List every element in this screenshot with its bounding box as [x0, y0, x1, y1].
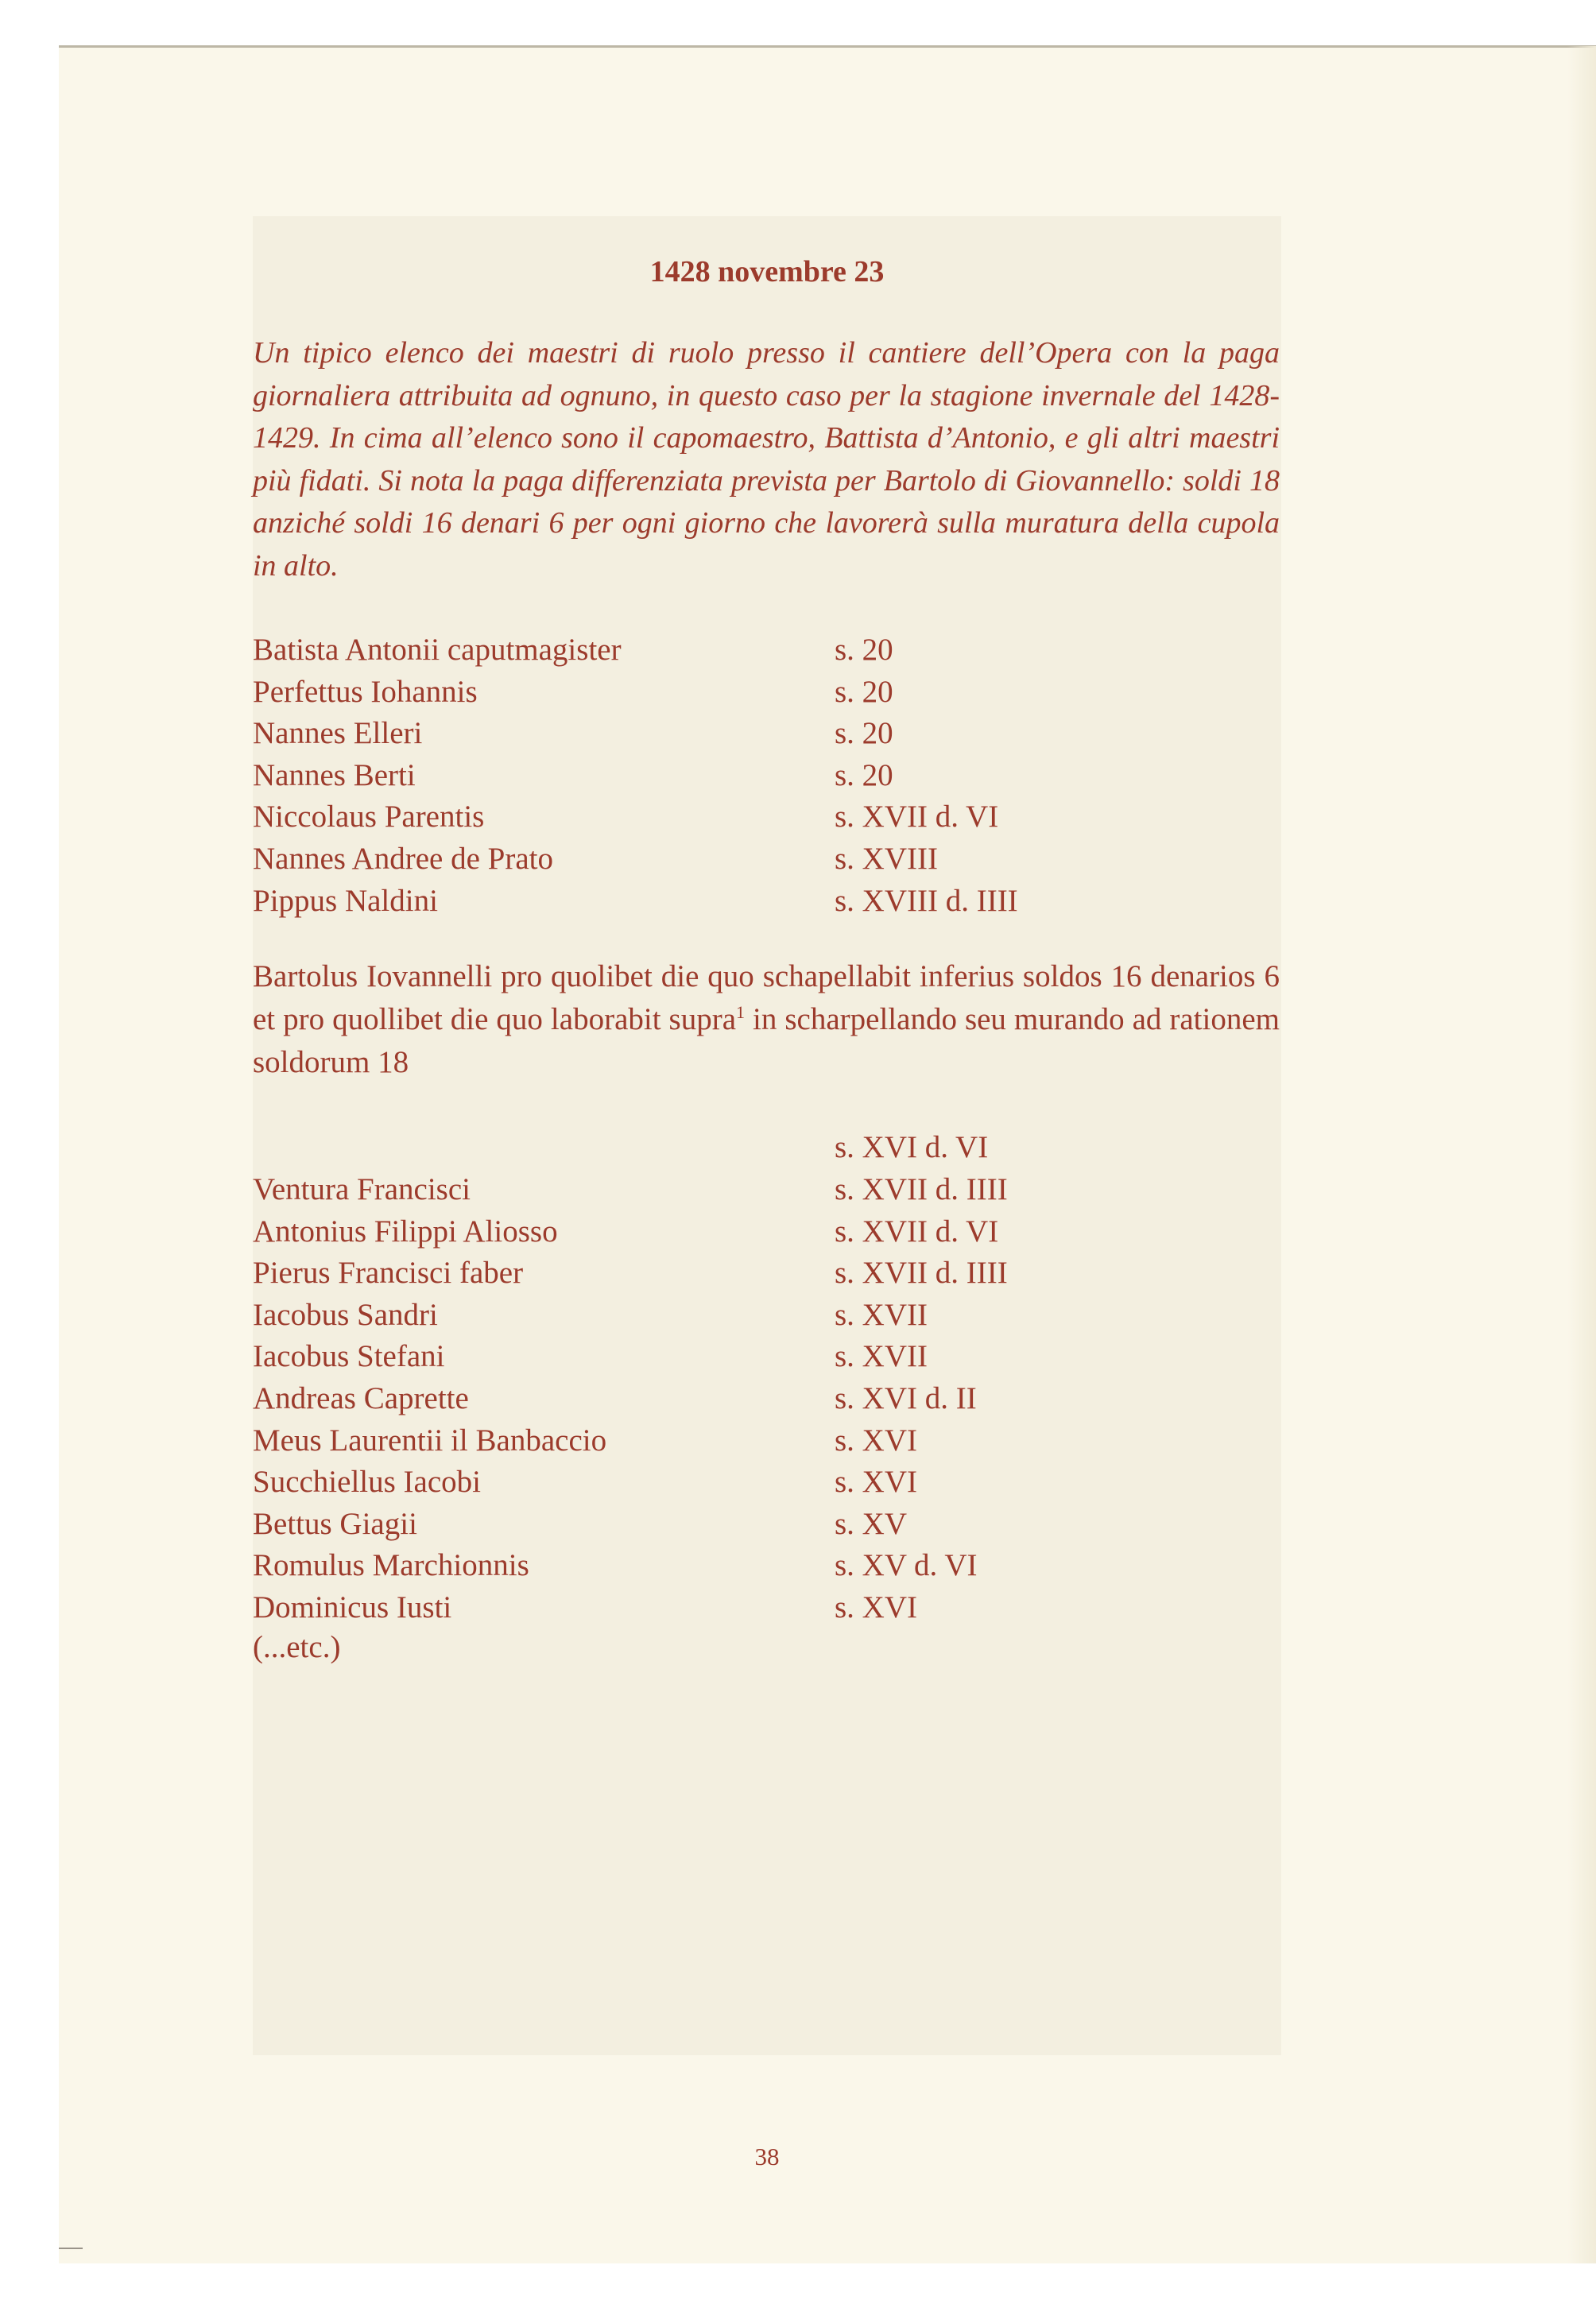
worker-name: Niccolaus Parentis	[253, 800, 485, 834]
bartolus-paragraph	[253, 955, 1280, 1084]
bartolus-pay: s. XVI d. VI	[835, 1130, 989, 1164]
worker-name: Nannes Andree de Prato	[253, 841, 553, 876]
worker-pay: s. XVII d. VI	[835, 800, 999, 834]
worker-pay: s. 20	[835, 716, 893, 751]
page-title: 1428 novembre 23	[649, 255, 885, 288]
worker-name: Romulus Marchionnis	[253, 1548, 529, 1583]
paragraph-text-part-1: Bartolus Iovannelli pro quolibet die quo schapellabit inferius soldos 16 denarios 6 et pro quollibet die quo laborabit supra	[253, 959, 1280, 1036]
page-top-edge	[59, 45, 1596, 48]
worker-name: Bettus Giagii	[253, 1506, 417, 1541]
page-number: 38	[754, 2143, 780, 2170]
footnote-mark: 1	[736, 1002, 746, 1022]
worker-pay: s. XVII	[835, 1339, 928, 1374]
intro-paragraph: Un tipico elenco dei maestri di ruolo presso il cantiere dell’Opera con la paga giornaliera attribuita ad ognuno, in questo caso per la stagione invernale del 1428-1429. In cima all’elenco sono il capomaestro, Battista d’Antonio, e gli altri maestri più fidati. Si nota la paga differenziata prevista per Bartolo di Giovannello: soldi 18 anziché soldi 16 denari 6 per ogni giorno che lavorerà sulla muratura della cupola in alto.	[253, 336, 1280, 583]
worker-pay: s. XVII d. IIII	[835, 1172, 1008, 1206]
worker-pay: s. XVII d. VI	[835, 1214, 999, 1249]
worker-name: Nannes Elleri	[253, 716, 423, 751]
worker-pay: s. 20	[835, 674, 893, 709]
worker-pay: s. XVI	[835, 1423, 917, 1458]
worker-pay: s. XVI	[835, 1589, 917, 1624]
worker-pay: s. XV d. VI	[835, 1548, 978, 1583]
worker-name: Pierus Francisci faber	[253, 1256, 524, 1291]
worker-name: Dominicus Iusti	[253, 1589, 452, 1624]
worker-name: Perfettus Iohannis	[253, 674, 478, 709]
page-side-shadow	[1567, 46, 1596, 2263]
worker-pay: s. XVII	[835, 1297, 928, 1332]
worker-pay: s. XVI d. II	[835, 1380, 977, 1415]
worker-name: Succhiellus Iacobi	[253, 1465, 481, 1500]
worker-pay: s. 20	[835, 757, 893, 792]
worker-name: Andreas Caprette	[253, 1380, 469, 1415]
worker-pay: s. XVI	[835, 1465, 917, 1500]
paragraph-text-part-2: in scharpellando seu murando ad rationem soldorum 18	[253, 1002, 1280, 1079]
worker-name: Ventura Francisci	[253, 1172, 471, 1206]
worker-pay: s. XVIII d. IIII	[835, 883, 1018, 918]
worker-name: Pippus Naldini	[253, 883, 438, 918]
worker-pay: s. XVII d. IIII	[835, 1256, 1008, 1291]
worker-pay: s. XVIII	[835, 841, 938, 876]
worker-name: Nannes Berti	[253, 757, 416, 792]
page-corner-mark	[59, 2248, 83, 2249]
worker-name: Iacobus Sandri	[253, 1297, 438, 1332]
worker-pay: s. 20	[835, 633, 893, 667]
list-continuation: (...etc.)	[253, 1630, 341, 1664]
worker-pay: s. XV	[835, 1506, 908, 1541]
worker-name: Batista Antonii caputmagister	[253, 633, 622, 667]
worker-name: Iacobus Stefani	[253, 1339, 445, 1374]
worker-name: Meus Laurentii il Banbaccio	[253, 1423, 607, 1458]
worker-name: Antonius Filippi Aliosso	[253, 1214, 558, 1249]
